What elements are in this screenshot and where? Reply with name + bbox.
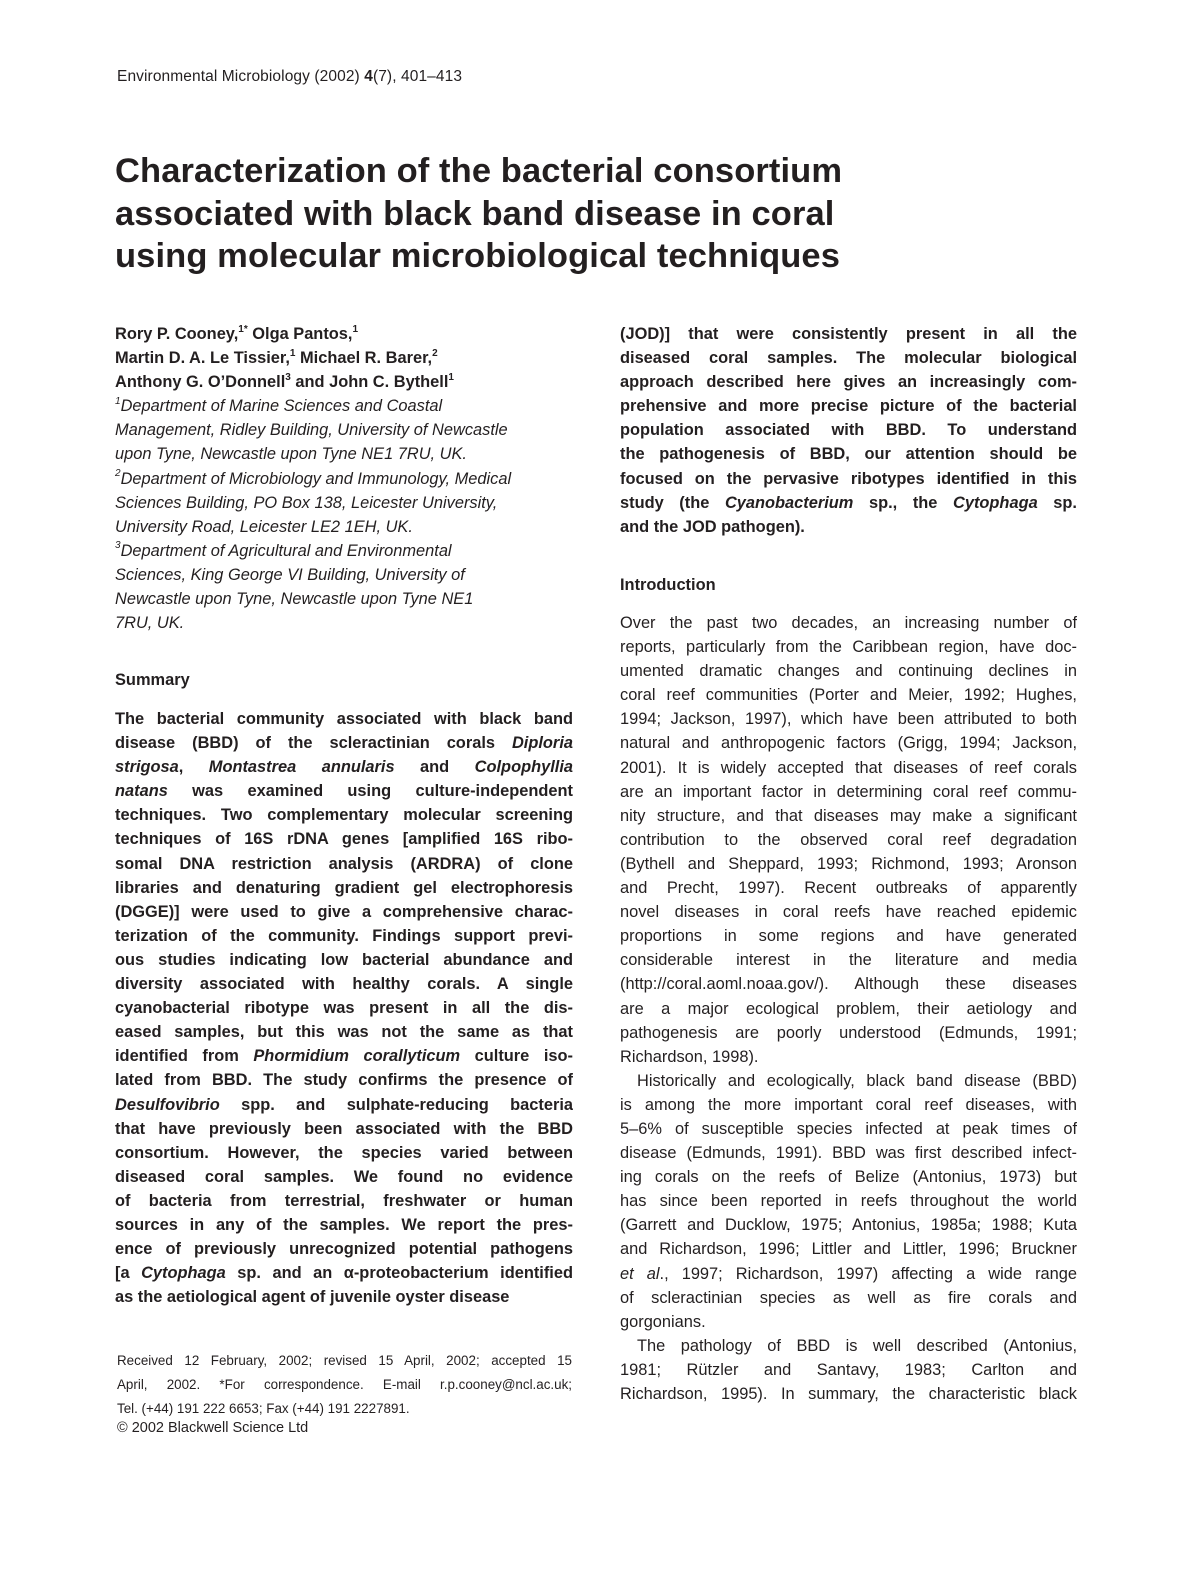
summary-line: approach described here gives an increasingly com- <box>620 373 1077 392</box>
introduction-line: (http://coral.aoml.noaa.gov/). Although these diseases <box>620 975 1077 994</box>
introduction-line: Historically and ecologically, black band disease (BBD) <box>637 1071 1077 1090</box>
introduction-line: contribution to the observed coral reef degradation <box>620 830 1077 849</box>
author-line <box>115 346 573 370</box>
author-block <box>115 322 573 635</box>
introduction-line: umented dramatic changes and continuing declines in <box>620 662 1077 681</box>
author-name: Rory P. Cooney, <box>115 325 239 343</box>
author-name: Martin D. A. Le Tissier, <box>115 349 290 368</box>
summary-line: somal DNA restriction analysis (ARDRA) of clone <box>115 854 573 873</box>
affiliation-line <box>115 394 573 418</box>
italic-term: Montastrea annularis <box>208 758 395 777</box>
summary-line: study (the Cyanobacterium sp., the Cytophaga sp. <box>620 493 1077 512</box>
italic-term: Diploria <box>511 734 573 753</box>
summary-line: terization of the community. Findings support previ- <box>115 926 573 945</box>
introduction-line: is among the more important coral reef diseases, with <box>620 1095 1077 1114</box>
summary-heading: Summary <box>115 671 190 689</box>
summary-line: that have previously been associated with the BBD <box>115 1119 573 1138</box>
introduction-line: et al., 1997; Richardson, 1997) affecting a wide range <box>620 1264 1077 1283</box>
affiliation-line <box>115 467 573 491</box>
italic-term: Phormidium corallyticum <box>253 1047 461 1066</box>
journal-issue-pages: (7), 401–413 <box>372 68 463 85</box>
summary-line: (DGGE)] were used to give a comprehensive charac- <box>115 902 573 921</box>
introduction-line: Over the past two decades, an increasing number of <box>620 614 1077 632</box>
introduction-line: and Richardson, 1996; Littler and Littler, 1996; Bruckner <box>620 1240 1077 1259</box>
affiliation-line: Newcastle upon Tyne, Newcastle upon Tyne NE1 <box>115 590 474 609</box>
introduction-line: 5–6% of susceptible species infected at peak times of <box>620 1119 1077 1138</box>
summary-line: population associated with BBD. To understand <box>620 421 1077 440</box>
summary-body <box>115 707 573 1309</box>
author-name: Anthony G. O’Donnell <box>115 373 286 392</box>
received-note <box>117 1351 572 1418</box>
author-name: and John C. Bythell <box>290 373 449 392</box>
journal-citation <box>117 68 462 86</box>
introduction-line: disease (Edmunds, 1991). BBD was first described infect- <box>620 1144 1077 1163</box>
italic-term: Cytophaga <box>953 493 1038 512</box>
introduction-line: (Garrett and Ducklow, 1975; Antonius, 1985a; 1988; Kuta <box>620 1216 1077 1235</box>
italic-term: Cyanobacterium <box>724 493 854 512</box>
title-line: using molecular microbiological techniques <box>115 237 841 275</box>
author-affiliation-marker: 2 <box>432 347 438 359</box>
italic-term: natans <box>115 782 168 801</box>
summary-line: libraries and denaturing gradient gel electrophoresis <box>115 878 573 897</box>
summary-line: techniques. Two complementary molecular screening <box>115 806 573 825</box>
title-line: Characterization of the bacterial consortium <box>115 152 843 190</box>
author-affiliation-marker: 3 <box>285 371 291 383</box>
introduction-line: 2001). It is widely accepted that diseases of reef corals <box>620 758 1077 777</box>
author-name: Olga Pantos, <box>247 325 353 343</box>
introduction-line: natural and anthropogenic factors (Grigg, 1994; Jackson, <box>620 734 1077 753</box>
summary-line: ence of previously unrecognized potential pathogens <box>115 1240 573 1259</box>
summary-line: strigosa, Montastrea annularis and Colpophyllia <box>115 758 573 777</box>
summary-line: cyanobacterial ribotype was present in all the dis- <box>115 999 573 1018</box>
introduction-line: pathogenesis are poorly understood (Edmunds, 1991; <box>620 1023 1077 1042</box>
author-affiliation-marker: 1 <box>448 371 454 383</box>
introduction-line: are a major ecological problem, their aetiology and <box>620 999 1077 1018</box>
introduction-line: Richardson, 1998). <box>620 1047 759 1066</box>
introduction-line: gorgonians. <box>620 1312 706 1331</box>
summary-line: techniques of 16S rDNA genes [amplified 16S ribo- <box>115 830 573 849</box>
summary-line: [a Cytophaga sp. and an α-proteobacterium identified <box>115 1264 573 1283</box>
summary-line: and the JOD pathogen). <box>620 517 805 536</box>
introduction-line: of scleractinian species as well as fire corals and <box>620 1288 1077 1307</box>
introduction-line: ing corals on the reefs of Belize (Antonius, 1973) but <box>620 1168 1077 1187</box>
journal-name: Environmental Microbiology (2002) <box>117 68 365 85</box>
affiliation-marker: 3 <box>115 540 121 552</box>
affiliation-marker: 2 <box>115 468 121 480</box>
introduction-line: nity structure, and that diseases may make a significant <box>620 806 1077 825</box>
summary-line: The bacterial community associated with black band <box>115 710 573 728</box>
italic-term: et al <box>620 1264 660 1283</box>
affiliation-text: Department of Marine Sciences and Coastal <box>120 397 443 416</box>
summary-line: of bacteria from terrestrial, freshwater or human <box>115 1191 573 1210</box>
affiliation-line: University Road, Leicester LE2 1EH, UK. <box>115 517 413 536</box>
affiliation-text: Department of Microbiology and Immunology, Medical <box>120 469 512 488</box>
introduction-line: coral reef communities (Porter and Meier, 1992; Hughes, <box>620 686 1077 705</box>
summary-line: identified from Phormidium corallyticum culture iso- <box>115 1047 573 1066</box>
affiliation <box>115 539 573 635</box>
received-line: April, 2002. *For correspondence. E-mail r.p.cooney@ncl.ac.uk; <box>117 1377 572 1393</box>
summary-line: diseased coral samples. The molecular biological <box>620 349 1077 368</box>
author-line <box>115 370 573 394</box>
introduction-body <box>620 611 1077 1406</box>
received-line: Tel. (+44) 191 222 6653; Fax (+44) 191 2227891. <box>117 1401 410 1417</box>
summary-line: disease (BBD) of the scleractinian corals Diploria <box>115 734 573 753</box>
affiliation <box>115 394 573 466</box>
author-affiliation-marker: 1 <box>352 323 359 335</box>
summary-line: ous studies indicating low bacterial abundance and <box>115 950 573 969</box>
summary-line: eased samples, but this was not the same as that <box>115 1023 573 1042</box>
introduction-line: The pathology of BBD is well described (Antonius, <box>637 1336 1077 1355</box>
article-title <box>115 150 1015 278</box>
summary-line: Desulfovibrio spp. and sulphate-reducing bacteria <box>115 1095 573 1114</box>
affiliation-line: upon Tyne, Newcastle upon Tyne NE1 7RU, UK. <box>115 445 467 464</box>
author-name: Michael R. Barer, <box>295 349 433 368</box>
italic-term: Cytophaga <box>141 1264 226 1283</box>
journal-volume: 4 <box>364 68 373 85</box>
introduction-line: 1981; Rützler and Santavy, 1983; Carlton and <box>620 1360 1077 1379</box>
author-line <box>115 322 573 346</box>
copyright-notice: © 2002 Blackwell Science Ltd <box>117 1420 309 1436</box>
summary-line: diversity associated with healthy corals. A single <box>115 975 573 994</box>
summary-line: focused on the pervasive ribotypes identified in this <box>620 469 1077 488</box>
author-affiliation-marker: 1* <box>238 323 248 335</box>
title-line: associated with black band disease in coral <box>115 194 835 233</box>
introduction-line: 1994; Jackson, 1997), which have been attributed to both <box>620 710 1077 729</box>
affiliation-line: Sciences, King George VI Building, University of <box>115 565 465 584</box>
affiliation-line: Management, Ridley Building, University of Newcastle <box>115 421 508 440</box>
summary-line: lated from BBD. The study confirms the presence of <box>115 1071 573 1090</box>
author-affiliation-marker: 1 <box>289 347 296 359</box>
introduction-line: Richardson, 1995). In summary, the characteristic black <box>620 1385 1077 1403</box>
affiliation-text: Department of Agricultural and Environmental <box>120 541 452 560</box>
summary-continuation <box>620 322 1077 539</box>
introduction-line: has since been reported in reefs throughout the world <box>620 1192 1077 1211</box>
summary-line: the pathogenesis of BBD, our attention should be <box>620 445 1077 464</box>
introduction-line: considerable interest in the literature and media <box>620 951 1077 970</box>
affiliation-marker: 1 <box>115 395 121 407</box>
received-line: Received 12 February, 2002; revised 15 April, 2002; accepted 15 <box>117 1353 572 1368</box>
summary-line: sources in any of the samples. We report the pres- <box>115 1215 573 1234</box>
introduction-heading: Introduction <box>620 576 716 594</box>
introduction-line: and Precht, 1997). Recent outbreaks of apparently <box>620 879 1077 898</box>
affiliation-line: Sciences Building, PO Box 138, Leicester University, <box>115 493 498 512</box>
summary-line: natans was examined using culture-independent <box>115 782 573 801</box>
affiliation <box>115 467 573 539</box>
introduction-line: reports, particularly from the Caribbean region, have doc- <box>620 638 1077 657</box>
italic-term: Desulfovibrio <box>115 1095 220 1114</box>
summary-line: diseased coral samples. We found no evidence <box>115 1167 573 1186</box>
italic-term: Colpophyllia <box>474 758 573 777</box>
summary-line: prehensive and more precise picture of the bacterial <box>620 397 1077 416</box>
introduction-line: novel diseases in coral reefs have reached epidemic <box>620 903 1077 922</box>
summary-line: consortium. However, the species varied between <box>115 1143 573 1162</box>
introduction-line: (Bythell and Sheppard, 1993; Richmond, 1993; Aronson <box>620 854 1077 873</box>
summary-line: as the aetiological agent of juvenile oyster disease <box>115 1288 510 1307</box>
introduction-line: proportions in some regions and have generated <box>620 927 1077 946</box>
introduction-line: are an important factor in determining coral reef commu- <box>620 782 1077 801</box>
affiliation-line: 7RU, UK. <box>115 614 185 633</box>
summary-line: (JOD)] that were consistently present in all the <box>620 325 1077 343</box>
italic-term: strigosa <box>115 758 179 777</box>
affiliation-line <box>115 539 573 563</box>
